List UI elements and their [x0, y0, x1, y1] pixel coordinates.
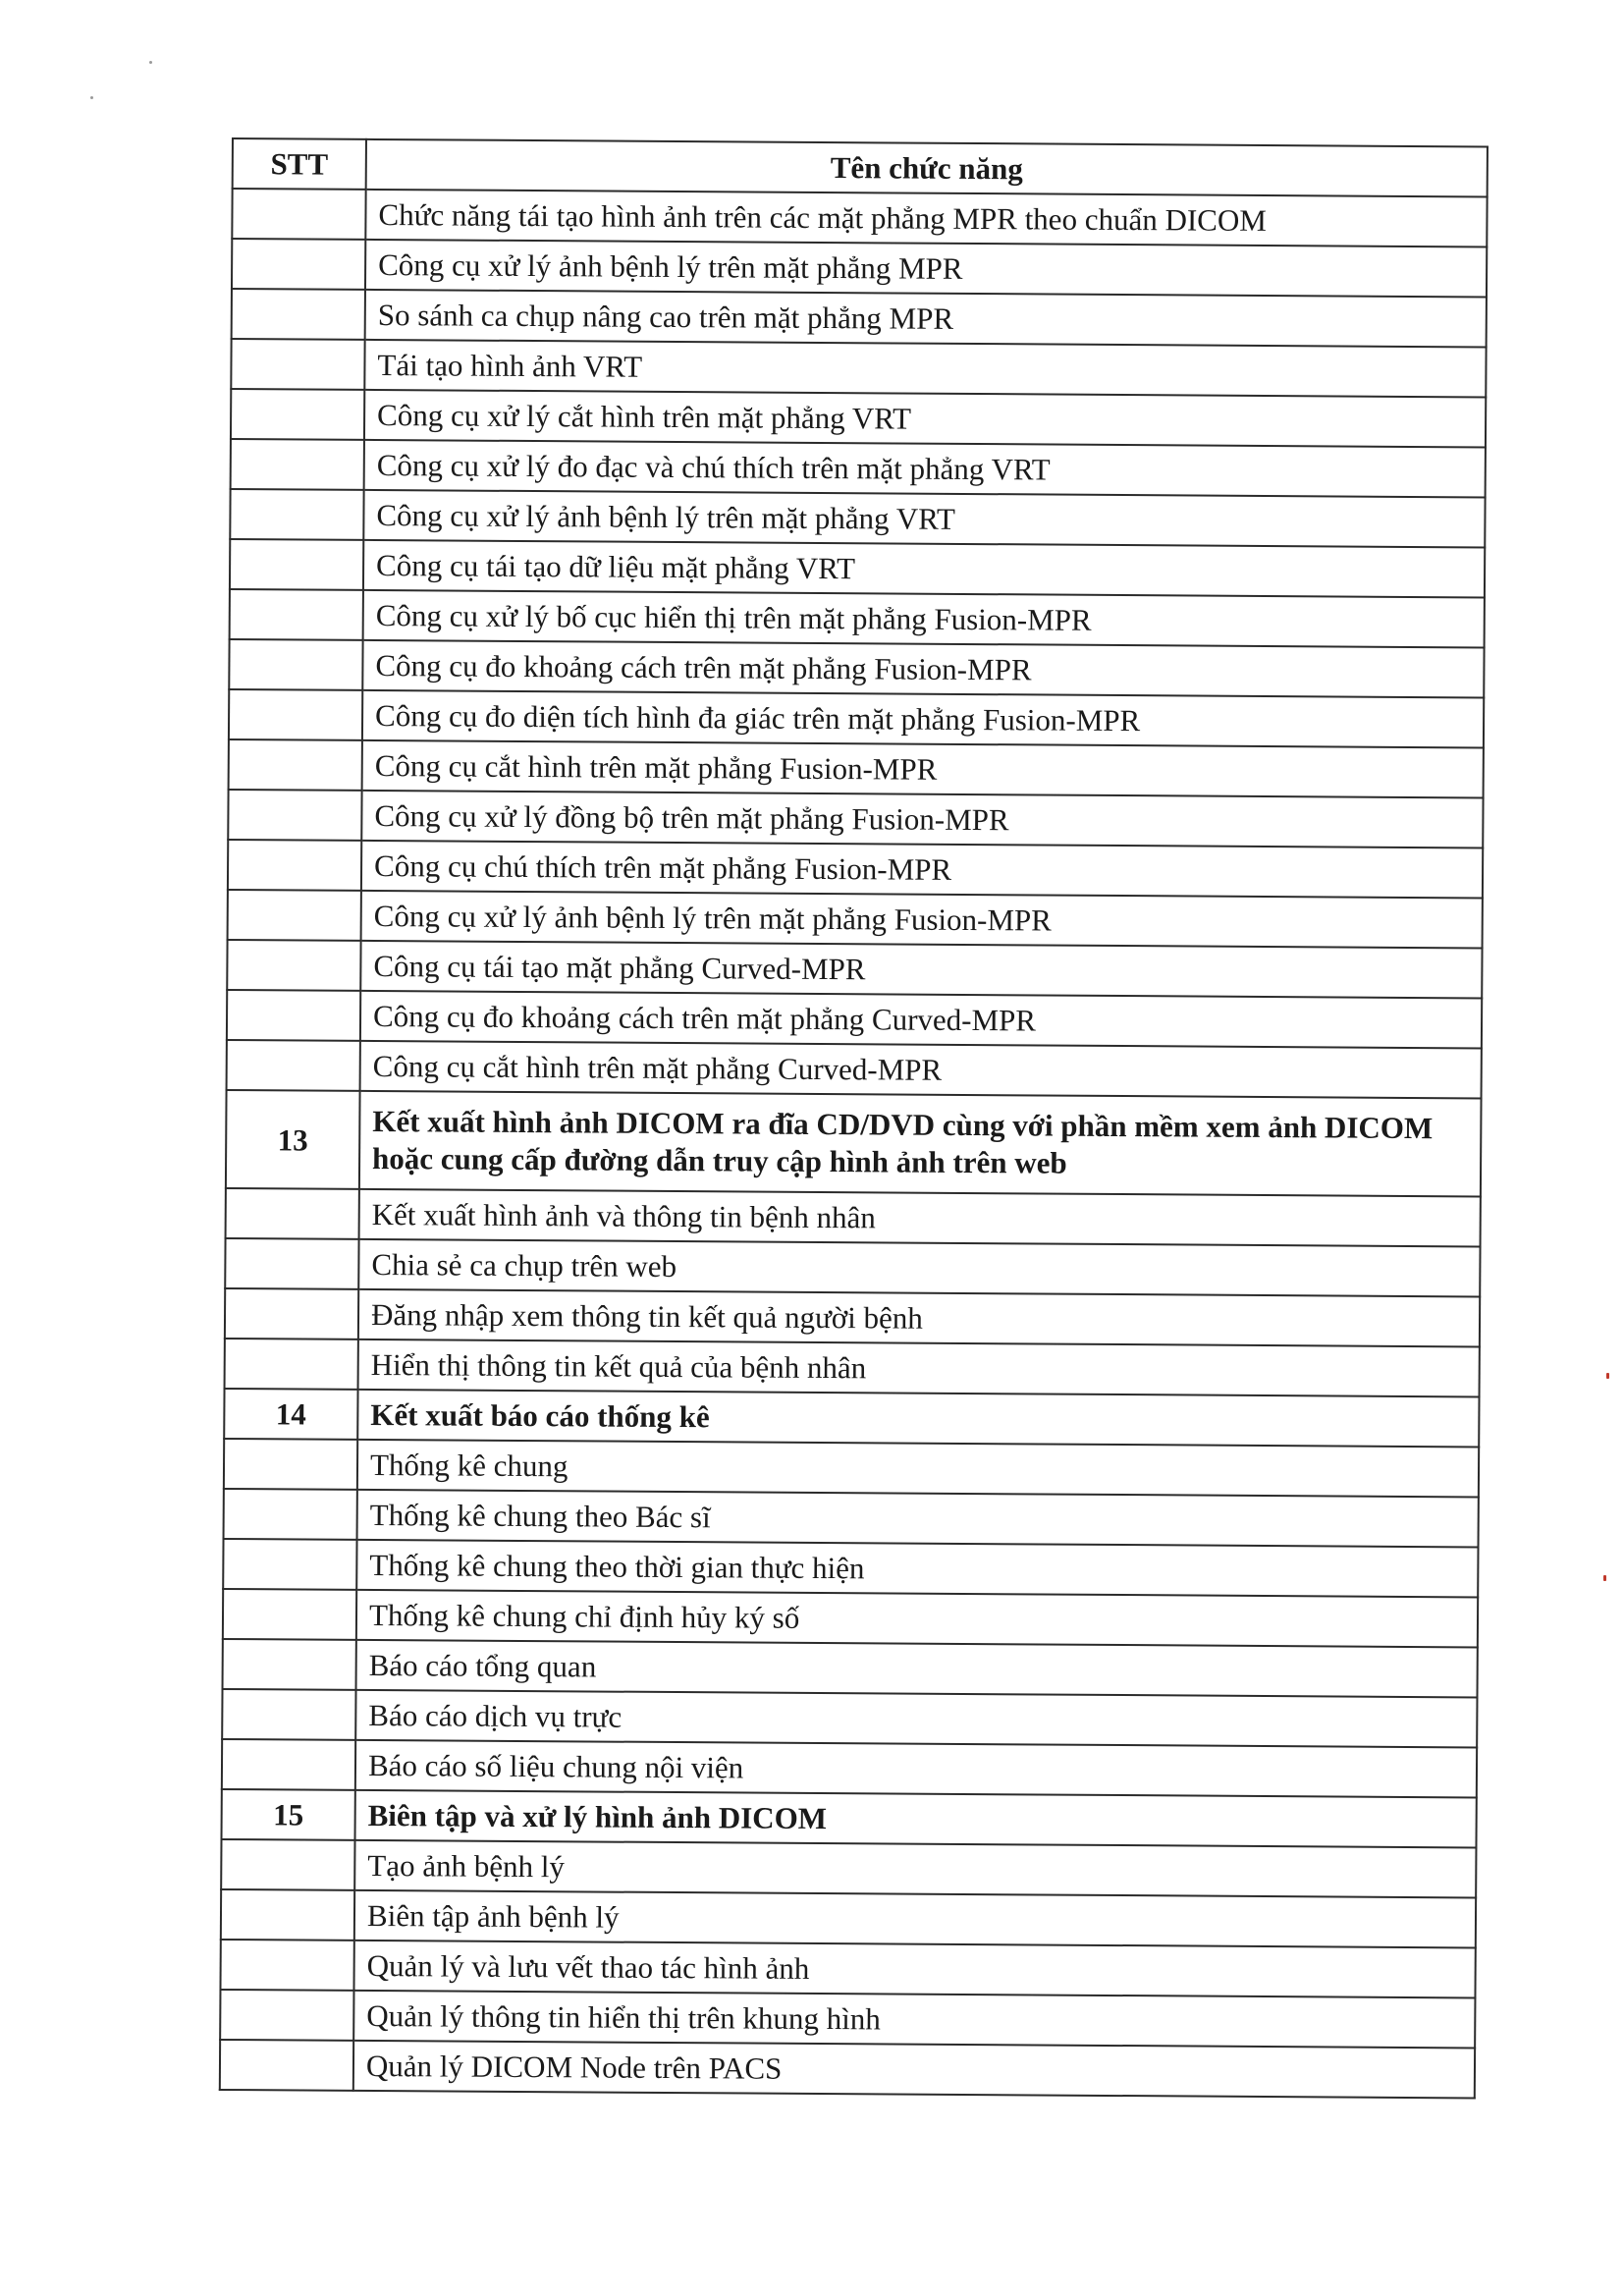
row-stt: [220, 1940, 353, 1991]
row-function-name: Công cụ cắt hình trên mặt phẳng Curved-MPR: [360, 1041, 1482, 1099]
row-stt: [221, 1889, 354, 1941]
row-stt: [230, 489, 363, 540]
row-function-name: Công cụ đo khoảng cách trên mặt phẳng Curved-MPR: [360, 991, 1482, 1049]
table-row: [225, 1238, 1480, 1296]
row-stt: [222, 1689, 355, 1740]
row-function-name: Quản lý DICOM Node trên PACS: [353, 2041, 1475, 2099]
row-stt: [231, 439, 364, 490]
row-function-name: Quản lý và lưu vết thao tác hình ảnh: [353, 1941, 1475, 1998]
row-function-name: Công cụ xử lý ảnh bệnh lý trên mặt phẳng VRT: [363, 490, 1485, 548]
table-section-row: [226, 1090, 1482, 1196]
row-stt: [227, 990, 360, 1041]
table-row: [230, 589, 1485, 647]
table-section-row: [224, 1389, 1479, 1447]
table-row: [232, 239, 1487, 297]
table-row: [232, 189, 1487, 246]
row-stt: [223, 1589, 356, 1640]
row-stt: [228, 890, 361, 941]
row-function-name: Chia sẻ ca chụp trên web: [358, 1239, 1480, 1297]
table-row: [227, 1040, 1482, 1098]
table-row: [229, 639, 1484, 697]
table-row: [221, 1889, 1476, 1947]
row-stt: [223, 1539, 356, 1590]
row-stt: [229, 689, 362, 740]
row-stt: [223, 1639, 356, 1690]
row-stt: [220, 1990, 353, 2041]
row-function-name: Biên tập ảnh bệnh lý: [354, 1890, 1476, 1948]
row-function-name: Công cụ đo khoảng cách trên mặt phẳng Fusion-MPR: [362, 640, 1484, 698]
table-row: [224, 1439, 1479, 1497]
row-function-name: Thống kê chung: [357, 1440, 1479, 1498]
row-function-name: Thống kê chung theo Bác sĩ: [357, 1490, 1479, 1548]
table-row: [225, 1288, 1480, 1346]
table-row: [221, 1839, 1476, 1897]
table-row: [222, 1739, 1477, 1797]
table-row: [229, 689, 1484, 747]
row-function-name: Công cụ xử lý bố cục hiển thị trên mặt phẳng Fusion-MPR: [363, 590, 1485, 648]
row-stt: 15: [222, 1789, 355, 1840]
row-function-name: Hiển thị thông tin kết quả của bệnh nhân: [358, 1339, 1480, 1397]
row-function-name: Công cụ tái tạo mặt phẳng Curved-MPR: [360, 941, 1482, 999]
row-function-name: Đăng nhập xem thông tin kết quả người bệnh: [358, 1289, 1480, 1347]
header-stt: STT: [233, 138, 366, 190]
function-table-container: [219, 137, 1487, 2099]
table-row: [223, 1639, 1478, 1697]
row-function-name: Tạo ảnh bệnh lý: [354, 1840, 1476, 1898]
table-row: [232, 289, 1487, 347]
row-function-name: So sánh ca chụp nâng cao trên mặt phẳng MPR: [365, 290, 1487, 348]
row-stt: [225, 1339, 358, 1390]
table-row: [223, 1589, 1478, 1647]
row-stt: [227, 940, 360, 991]
table-row: [228, 790, 1483, 847]
row-stt: [228, 840, 361, 891]
table-row: [231, 439, 1486, 497]
row-stt: [225, 1238, 358, 1289]
row-stt: [220, 2040, 353, 2091]
row-function-name: Báo cáo số liệu chung nội viện: [355, 1740, 1477, 1798]
row-function-name: Báo cáo dịch vụ trực: [355, 1690, 1477, 1748]
row-function-name: Báo cáo tổng quan: [356, 1640, 1478, 1698]
row-stt: [227, 1040, 360, 1091]
row-stt: [228, 790, 361, 841]
row-function-name: Công cụ xử lý đồng bộ trên mặt phẳng Fusion-MPR: [361, 791, 1483, 848]
row-function-name: Công cụ xử lý ảnh bệnh lý trên mặt phẳng MPR: [365, 240, 1487, 298]
table-row: [222, 1689, 1477, 1747]
table-row: [225, 1339, 1480, 1396]
row-function-name: Công cụ xử lý ảnh bệnh lý trên mặt phẳng Fusion-MPR: [361, 891, 1483, 949]
table-row: [220, 1940, 1475, 1997]
row-function-name: Thống kê chung theo thời gian thực hiện: [356, 1540, 1478, 1598]
table-body: [220, 189, 1488, 2098]
row-stt: [230, 589, 363, 640]
function-table: [219, 137, 1489, 2099]
header-function-name: Tên chức năng: [366, 139, 1488, 197]
row-stt: [231, 339, 364, 390]
row-function-name: Kết xuất hình ảnh DICOM ra đĩa CD/DVD cùng với phần mềm xem ảnh DICOM hoặc cung cấp đường dẫn truy cập hình ảnh trên web: [359, 1091, 1482, 1197]
scan-mark: [1606, 1373, 1609, 1379]
table-row: [231, 389, 1486, 447]
row-function-name: Công cụ xử lý đo đạc và chú thích trên mặt phẳng VRT: [364, 440, 1486, 498]
table-row: [227, 940, 1482, 998]
row-stt: 13: [226, 1090, 360, 1189]
row-function-name: Công cụ tái tạo dữ liệu mặt phẳng VRT: [363, 540, 1485, 598]
row-function-name: Thống kê chung chỉ định hủy ký số: [356, 1590, 1478, 1648]
row-function-name: Chức năng tái tạo hình ảnh trên các mặt phẳng MPR theo chuẩn DICOM: [365, 190, 1487, 247]
row-stt: [226, 1188, 359, 1239]
row-stt: [232, 289, 365, 340]
row-stt: [232, 239, 365, 290]
row-stt: 14: [224, 1389, 357, 1440]
row-function-name: Công cụ cắt hình trên mặt phẳng Fusion-MPR: [362, 740, 1484, 798]
row-function-name: Quản lý thông tin hiển thị trên khung hình: [353, 1991, 1475, 2049]
row-stt: [222, 1739, 355, 1790]
row-function-name: Kết xuất hình ảnh và thông tin bệnh nhân: [359, 1189, 1481, 1247]
row-function-name: Công cụ xử lý cắt hình trên mặt phẳng VRT: [364, 390, 1486, 448]
row-stt: [231, 389, 364, 440]
table-row: [228, 840, 1483, 898]
row-stt: [225, 1288, 358, 1339]
row-stt: [229, 639, 362, 690]
row-stt: [232, 189, 365, 240]
row-stt: [224, 1439, 357, 1490]
scan-speck: [149, 61, 152, 64]
row-function-name: Biên tập và xử lý hình ảnh DICOM: [355, 1790, 1477, 1848]
table-section-row: [222, 1789, 1477, 1847]
scan-speck: [90, 96, 93, 99]
row-function-name: Kết xuất báo cáo thống kê: [357, 1390, 1479, 1448]
row-stt: [230, 539, 363, 590]
table-row: [231, 339, 1486, 397]
table-row: [220, 2040, 1475, 2098]
row-function-name: Công cụ chú thích trên mặt phẳng Fusion-MPR: [361, 841, 1483, 899]
table-row: [228, 890, 1483, 948]
row-function-name: Tái tạo hình ảnh VRT: [364, 340, 1486, 398]
row-stt: [221, 1839, 354, 1890]
table-row: [224, 1489, 1479, 1547]
table-row: [220, 1990, 1475, 2048]
table-row: [227, 990, 1482, 1048]
table-row: [230, 489, 1485, 547]
row-stt: [224, 1489, 357, 1540]
scan-mark: [1603, 1575, 1606, 1581]
table-row: [223, 1539, 1478, 1597]
table-row: [226, 1188, 1481, 1246]
table-row: [229, 739, 1484, 797]
table-row: [230, 539, 1485, 597]
row-stt: [229, 739, 362, 791]
table-header-row: [233, 138, 1488, 196]
row-function-name: Công cụ đo diện tích hình đa giác trên mặt phẳng Fusion-MPR: [362, 690, 1484, 748]
